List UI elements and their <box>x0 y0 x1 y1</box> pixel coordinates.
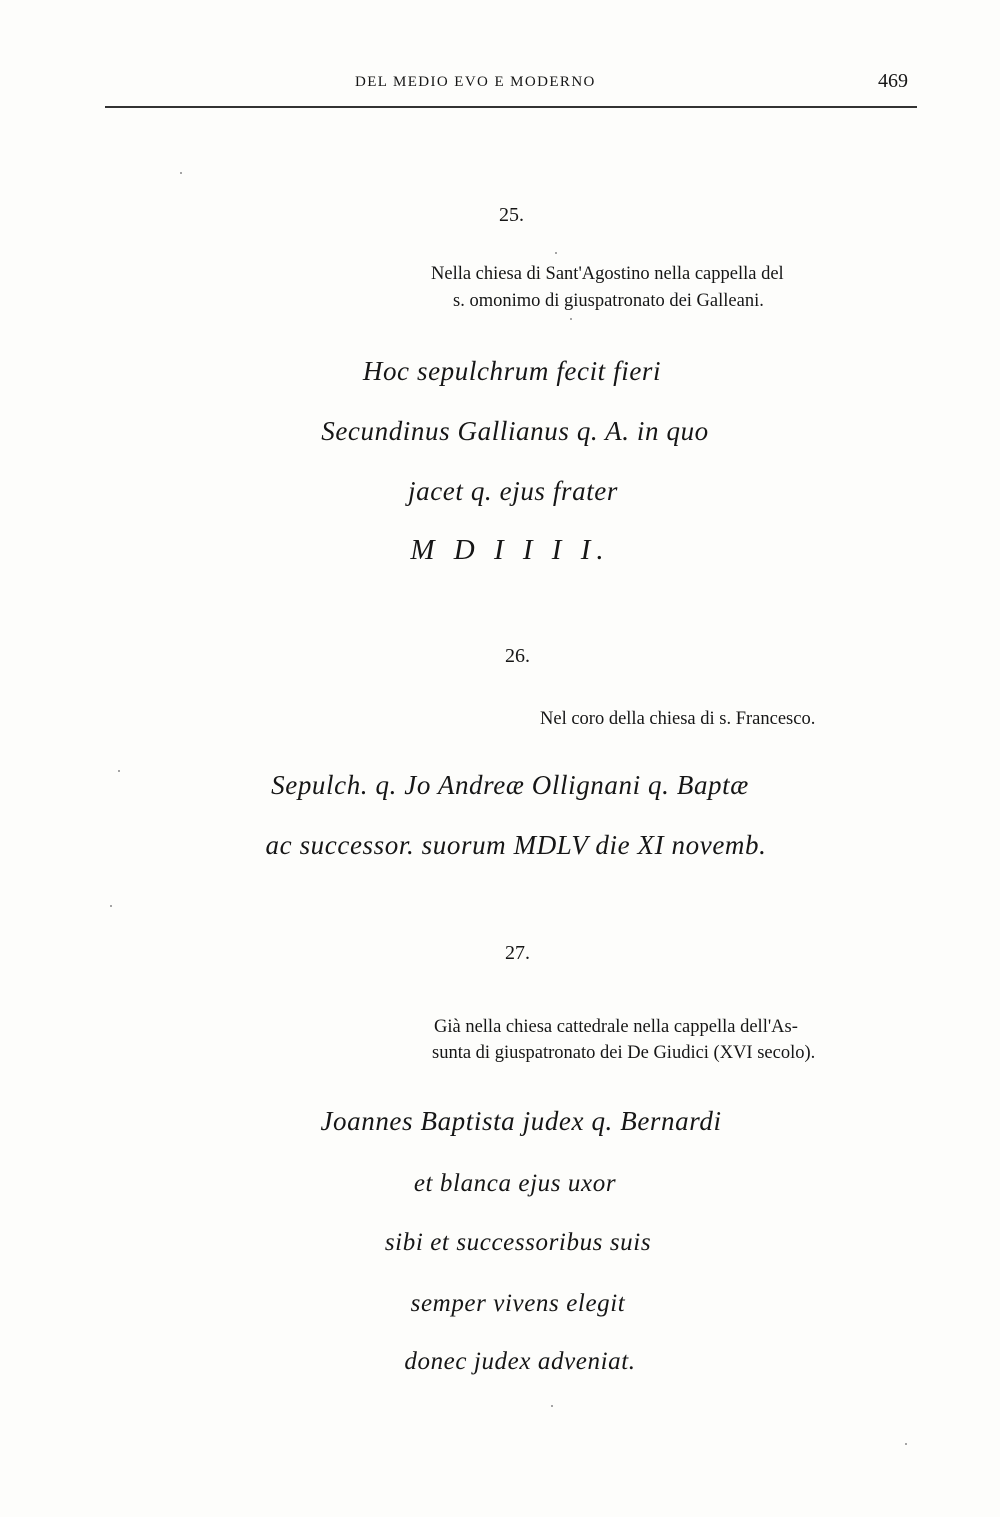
entry-note-line: sunta di giuspatronato dei De Giudici (XVI secolo). <box>432 1043 816 1063</box>
inscription-line: ac successor. suorum MDLV die XI novemb. <box>265 830 767 860</box>
entry-note-line: Nella chiesa di Sant'Agostino nella cappella del <box>431 264 784 284</box>
inscription-line: sibi et successoribus suis <box>384 1229 652 1256</box>
scan-speck <box>555 252 557 254</box>
inscription-line: semper vivens elegit <box>410 1290 626 1317</box>
running-title: DEL MEDIO EVO E MODERNO <box>355 74 596 90</box>
inscription-line: et blanca ejus uxor <box>413 1170 617 1197</box>
inscription-line: Secundinus Gallianus q. A. in quo <box>321 416 709 446</box>
scan-speck <box>570 318 572 320</box>
inscription-line: M D I I I I. <box>410 534 610 566</box>
entry-number: 25. <box>499 204 524 226</box>
entry-note-line: Già nella chiesa cattedrale nella cappella dell'As- <box>434 1017 798 1037</box>
inscription-line: Hoc sepulchrum fecit fieri <box>362 356 662 386</box>
scan-speck <box>905 1443 907 1445</box>
entry-number: 26. <box>505 645 530 667</box>
page-number: 469 <box>878 70 908 92</box>
header-rule <box>105 106 917 108</box>
scan-speck <box>180 172 182 174</box>
scan-speck <box>110 905 112 907</box>
entry-note-line: s. omonimo di giuspatronato dei Galleani. <box>453 291 764 311</box>
entry-number: 27. <box>505 942 530 964</box>
inscription-line: jacet q. ejus frater <box>408 476 618 506</box>
entry-note-line: Nel coro della chiesa di s. Francesco. <box>540 709 816 729</box>
inscription-line: Joannes Baptista judex q. Bernardi <box>320 1106 722 1136</box>
inscription-line: Sepulch. q. Jo Andreæ Ollignani q. Baptæ <box>271 770 749 800</box>
inscription-line: donec judex adveniat. <box>404 1348 636 1375</box>
scan-speck <box>118 770 120 772</box>
scan-speck <box>551 1405 553 1407</box>
